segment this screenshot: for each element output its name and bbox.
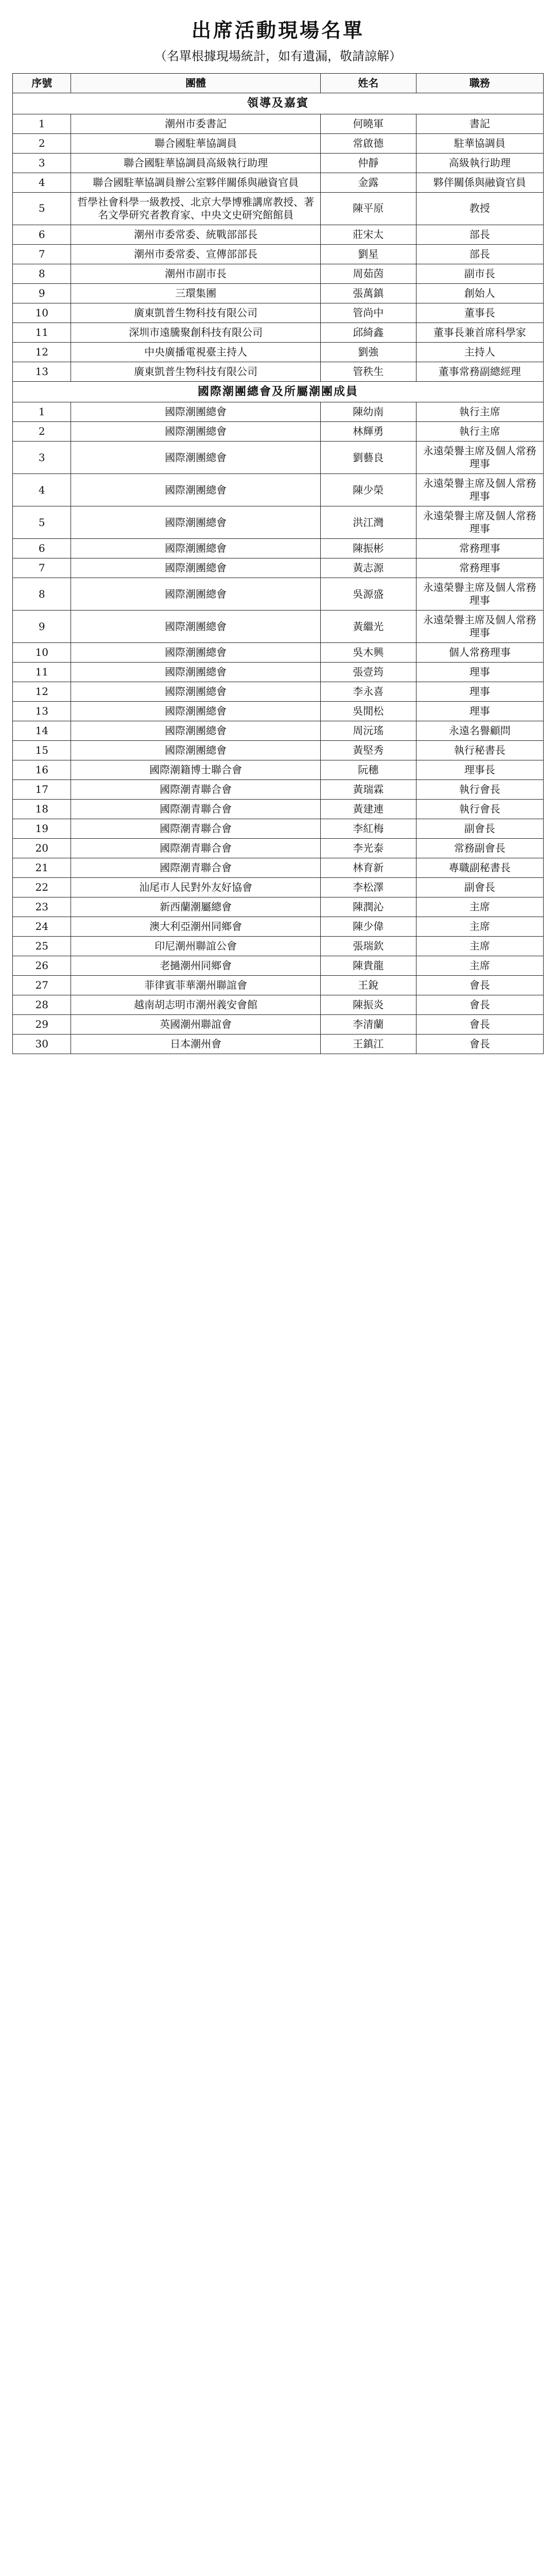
row-name: 黃建連 xyxy=(320,800,416,819)
row-name: 何曉軍 xyxy=(320,114,416,133)
row-number: 11 xyxy=(13,323,71,342)
row-number: 13 xyxy=(13,362,71,381)
header-no: 序號 xyxy=(13,74,71,93)
row-role: 主席 xyxy=(416,937,543,956)
row-role: 副市長 xyxy=(416,264,543,283)
row-organization: 潮州市委常委、宣傳部部長 xyxy=(71,244,321,264)
row-name: 陳振炎 xyxy=(320,995,416,1015)
table-row xyxy=(13,702,544,721)
row-number: 12 xyxy=(13,342,71,362)
table-row xyxy=(13,153,544,173)
row-organization: 國際潮團總會 xyxy=(71,422,321,442)
row-role: 會長 xyxy=(416,1035,543,1054)
row-name: 張萬鎮 xyxy=(320,283,416,303)
row-number: 29 xyxy=(13,1015,71,1035)
table-row xyxy=(13,663,544,682)
row-role: 永遠榮譽主席及個人常務理事 xyxy=(416,506,543,539)
row-name: 劉星 xyxy=(320,244,416,264)
row-organization: 三環集團 xyxy=(71,283,321,303)
table-row xyxy=(13,578,544,611)
table-row xyxy=(13,682,544,702)
row-role: 永遠榮譽主席及個人常務理事 xyxy=(416,578,543,611)
table-row xyxy=(13,323,544,342)
row-name: 劉藝良 xyxy=(320,442,416,474)
row-role: 主席 xyxy=(416,956,543,976)
row-organization: 潮州市委常委、統戰部部長 xyxy=(71,225,321,244)
row-organization: 老撾潮州同鄉會 xyxy=(71,956,321,976)
table-row xyxy=(13,611,544,643)
table-row xyxy=(13,114,544,133)
row-organization: 國際潮團總會 xyxy=(71,611,321,643)
table-row xyxy=(13,225,544,244)
row-number: 4 xyxy=(13,474,71,506)
table-row xyxy=(13,858,544,878)
row-role: 董事常務副總經理 xyxy=(416,362,543,381)
row-number: 7 xyxy=(13,244,71,264)
section-heading-row xyxy=(13,381,544,402)
row-role: 永遠榮譽主席及個人常務理事 xyxy=(416,442,543,474)
table-row xyxy=(13,539,544,558)
table-row xyxy=(13,506,544,539)
table-row xyxy=(13,917,544,937)
row-number: 21 xyxy=(13,858,71,878)
row-organization: 國際潮團總會 xyxy=(71,741,321,760)
row-organization: 澳大利亞潮州同鄉會 xyxy=(71,917,321,937)
row-organization: 廣東凱普生物科技有限公司 xyxy=(71,303,321,323)
row-number: 6 xyxy=(13,539,71,558)
row-organization: 國際潮團總會 xyxy=(71,643,321,663)
table-row xyxy=(13,283,544,303)
row-name: 莊宋太 xyxy=(320,225,416,244)
table-row xyxy=(13,362,544,381)
row-name: 李松澤 xyxy=(320,878,416,897)
row-number: 10 xyxy=(13,643,71,663)
table-row xyxy=(13,760,544,780)
row-number: 9 xyxy=(13,283,71,303)
row-name: 管秩生 xyxy=(320,362,416,381)
row-role: 理事長 xyxy=(416,760,543,780)
row-role: 常務理事 xyxy=(416,558,543,578)
row-organization: 聯合國駐華協調員 xyxy=(71,133,321,153)
row-number: 30 xyxy=(13,1035,71,1054)
row-role: 會長 xyxy=(416,995,543,1015)
row-role: 高級執行助理 xyxy=(416,153,543,173)
row-role: 教授 xyxy=(416,192,543,225)
row-name: 周茹茵 xyxy=(320,264,416,283)
table-body xyxy=(13,93,544,1054)
row-role: 執行主席 xyxy=(416,422,543,442)
row-organization: 國際潮團總會 xyxy=(71,442,321,474)
row-role: 董事長兼首席科學家 xyxy=(416,323,543,342)
table-row xyxy=(13,878,544,897)
row-organization: 國際潮團總會 xyxy=(71,578,321,611)
row-role: 個人常務理事 xyxy=(416,643,543,663)
row-name: 劉強 xyxy=(320,342,416,362)
row-role: 主席 xyxy=(416,897,543,917)
row-number: 12 xyxy=(13,682,71,702)
row-organization: 日本潮州會 xyxy=(71,1035,321,1054)
table-row xyxy=(13,780,544,800)
page xyxy=(0,0,556,1075)
row-role: 永遠名譽顧問 xyxy=(416,721,543,741)
row-number: 13 xyxy=(13,702,71,721)
row-name: 張壹筠 xyxy=(320,663,416,682)
row-role: 董事長 xyxy=(416,303,543,323)
row-number: 8 xyxy=(13,264,71,283)
row-role: 創始人 xyxy=(416,283,543,303)
row-name: 陳少榮 xyxy=(320,474,416,506)
row-organization: 國際潮青聯合會 xyxy=(71,819,321,839)
row-name: 陳貴龍 xyxy=(320,956,416,976)
row-role: 駐華協調員 xyxy=(416,133,543,153)
row-number: 1 xyxy=(13,402,71,422)
row-number: 6 xyxy=(13,225,71,244)
row-number: 1 xyxy=(13,114,71,133)
header-name: 姓名 xyxy=(320,74,416,93)
table-row xyxy=(13,741,544,760)
row-name: 黃瑞霖 xyxy=(320,780,416,800)
table-row xyxy=(13,1015,544,1035)
row-number: 16 xyxy=(13,760,71,780)
row-name: 林育新 xyxy=(320,858,416,878)
attendee-table xyxy=(12,73,544,1054)
row-number: 28 xyxy=(13,995,71,1015)
table-row xyxy=(13,303,544,323)
row-organization: 印尼潮州聯誼公會 xyxy=(71,937,321,956)
row-name: 洪江灣 xyxy=(320,506,416,539)
row-role: 副會長 xyxy=(416,878,543,897)
row-role: 夥伴關係與融資官員 xyxy=(416,173,543,192)
row-organization: 國際潮團總會 xyxy=(71,663,321,682)
row-number: 25 xyxy=(13,937,71,956)
row-organization: 哲學社會科學一級教授、北京大學博雅講席教授、著名文學研究者教育家、中央文史研究館館員 xyxy=(71,192,321,225)
section-heading: 領導及嘉賓 xyxy=(13,93,544,114)
row-name: 李紅梅 xyxy=(320,819,416,839)
row-number: 14 xyxy=(13,721,71,741)
table-row xyxy=(13,800,544,819)
row-organization: 國際潮團總會 xyxy=(71,721,321,741)
row-role: 副會長 xyxy=(416,819,543,839)
row-number: 17 xyxy=(13,780,71,800)
row-role: 理事 xyxy=(416,663,543,682)
row-name: 陳幼南 xyxy=(320,402,416,422)
row-role: 常務理事 xyxy=(416,539,543,558)
table-row xyxy=(13,558,544,578)
header-org: 團體 xyxy=(71,74,321,93)
section-heading-row xyxy=(13,93,544,114)
row-name: 陳平原 xyxy=(320,192,416,225)
row-role: 理事 xyxy=(416,702,543,721)
row-organization: 汕尾市人民對外友好協會 xyxy=(71,878,321,897)
table-row xyxy=(13,1035,544,1054)
row-organization: 國際潮團總會 xyxy=(71,702,321,721)
row-name: 仲靜 xyxy=(320,153,416,173)
table-row xyxy=(13,721,544,741)
row-role: 執行會長 xyxy=(416,800,543,819)
row-name: 黃志源 xyxy=(320,558,416,578)
row-organization: 國際潮團總會 xyxy=(71,539,321,558)
row-number: 19 xyxy=(13,819,71,839)
row-role: 主席 xyxy=(416,917,543,937)
row-number: 18 xyxy=(13,800,71,819)
row-number: 4 xyxy=(13,173,71,192)
row-organization: 潮州市副市長 xyxy=(71,264,321,283)
row-organization: 聯合國駐華協調員辦公室夥伴關係與融資官員 xyxy=(71,173,321,192)
row-number: 11 xyxy=(13,663,71,682)
row-role: 永遠榮譽主席及個人常務理事 xyxy=(416,611,543,643)
row-number: 7 xyxy=(13,558,71,578)
table-row xyxy=(13,173,544,192)
row-name: 邱綺鑫 xyxy=(320,323,416,342)
row-number: 27 xyxy=(13,976,71,995)
table-row xyxy=(13,839,544,858)
page-subtitle: （名單根據現場統計，如有遺漏，敬請諒解） xyxy=(154,49,402,63)
row-name: 李光泰 xyxy=(320,839,416,858)
row-name: 吳閒松 xyxy=(320,702,416,721)
row-name: 王銳 xyxy=(320,976,416,995)
row-number: 5 xyxy=(13,192,71,225)
row-organization: 潮州市委書記 xyxy=(71,114,321,133)
row-number: 5 xyxy=(13,506,71,539)
row-organization: 菲律賓菲華潮州聯誼會 xyxy=(71,976,321,995)
table-row xyxy=(13,897,544,917)
row-number: 9 xyxy=(13,611,71,643)
row-name: 周沅瑤 xyxy=(320,721,416,741)
row-organization: 中央廣播電視臺主持人 xyxy=(71,342,321,362)
row-number: 22 xyxy=(13,878,71,897)
table-row xyxy=(13,937,544,956)
table-row xyxy=(13,819,544,839)
table-row xyxy=(13,342,544,362)
row-organization: 英國潮州聯誼會 xyxy=(71,1015,321,1035)
table-row xyxy=(13,422,544,442)
row-organization: 國際潮團總會 xyxy=(71,474,321,506)
row-organization: 新西蘭潮屬總會 xyxy=(71,897,321,917)
table-row xyxy=(13,244,544,264)
row-name: 金露 xyxy=(320,173,416,192)
row-name: 常啟德 xyxy=(320,133,416,153)
row-name: 吳木興 xyxy=(320,643,416,663)
row-organization: 國際潮青聯合會 xyxy=(71,839,321,858)
row-role: 執行主席 xyxy=(416,402,543,422)
table-row xyxy=(13,133,544,153)
row-organization: 廣東凱普生物科技有限公司 xyxy=(71,362,321,381)
row-name: 張瑞欽 xyxy=(320,937,416,956)
row-name: 陳潤沁 xyxy=(320,897,416,917)
row-organization: 國際潮團總會 xyxy=(71,558,321,578)
row-number: 3 xyxy=(13,442,71,474)
row-role: 會長 xyxy=(416,976,543,995)
table-row xyxy=(13,956,544,976)
row-role: 部長 xyxy=(416,225,543,244)
row-name: 黃繼光 xyxy=(320,611,416,643)
row-organization: 聯合國駐華協調員高級執行助理 xyxy=(71,153,321,173)
row-name: 吳源盛 xyxy=(320,578,416,611)
table-row xyxy=(13,474,544,506)
row-organization: 國際潮團總會 xyxy=(71,506,321,539)
row-number: 15 xyxy=(13,741,71,760)
row-organization: 國際潮青聯合會 xyxy=(71,780,321,800)
row-organization: 國際潮籍博士聯合會 xyxy=(71,760,321,780)
row-number: 8 xyxy=(13,578,71,611)
row-role: 常務副會長 xyxy=(416,839,543,858)
row-name: 阮穗 xyxy=(320,760,416,780)
row-organization: 國際潮團總會 xyxy=(71,682,321,702)
row-number: 2 xyxy=(13,422,71,442)
row-name: 林輝勇 xyxy=(320,422,416,442)
section-heading: 國際潮團總會及所屬潮團成員 xyxy=(13,381,544,402)
row-number: 26 xyxy=(13,956,71,976)
page-title: 出席活動現場名單 xyxy=(191,19,364,42)
row-role: 執行會長 xyxy=(416,780,543,800)
table-row xyxy=(13,643,544,663)
row-organization: 國際潮青聯合會 xyxy=(71,858,321,878)
row-name: 李清蘭 xyxy=(320,1015,416,1035)
row-name: 李永喜 xyxy=(320,682,416,702)
row-name: 陳少偉 xyxy=(320,917,416,937)
row-role: 主持人 xyxy=(416,342,543,362)
table-row xyxy=(13,264,544,283)
header-role: 職務 xyxy=(416,74,543,93)
row-organization: 越南胡志明市潮州義安會館 xyxy=(71,995,321,1015)
row-number: 24 xyxy=(13,917,71,937)
table-row xyxy=(13,402,544,422)
row-role: 執行秘書長 xyxy=(416,741,543,760)
table-row xyxy=(13,442,544,474)
row-role: 會長 xyxy=(416,1015,543,1035)
row-number: 23 xyxy=(13,897,71,917)
row-role: 書記 xyxy=(416,114,543,133)
row-name: 管尚中 xyxy=(320,303,416,323)
row-role: 專職副秘書長 xyxy=(416,858,543,878)
row-name: 陳振彬 xyxy=(320,539,416,558)
row-number: 2 xyxy=(13,133,71,153)
row-name: 黃堅秀 xyxy=(320,741,416,760)
row-number: 10 xyxy=(13,303,71,323)
row-role: 永遠榮譽主席及個人常務理事 xyxy=(416,474,543,506)
table-row xyxy=(13,976,544,995)
row-organization: 深圳市遠騰聚創科技有限公司 xyxy=(71,323,321,342)
row-name: 王鎮江 xyxy=(320,1035,416,1054)
row-organization: 國際潮青聯合會 xyxy=(71,800,321,819)
row-number: 20 xyxy=(13,839,71,858)
row-number: 3 xyxy=(13,153,71,173)
row-organization: 國際潮團總會 xyxy=(71,402,321,422)
row-role: 部長 xyxy=(416,244,543,264)
table-header xyxy=(13,74,544,93)
row-role: 理事 xyxy=(416,682,543,702)
table-row xyxy=(13,192,544,225)
table-row xyxy=(13,995,544,1015)
